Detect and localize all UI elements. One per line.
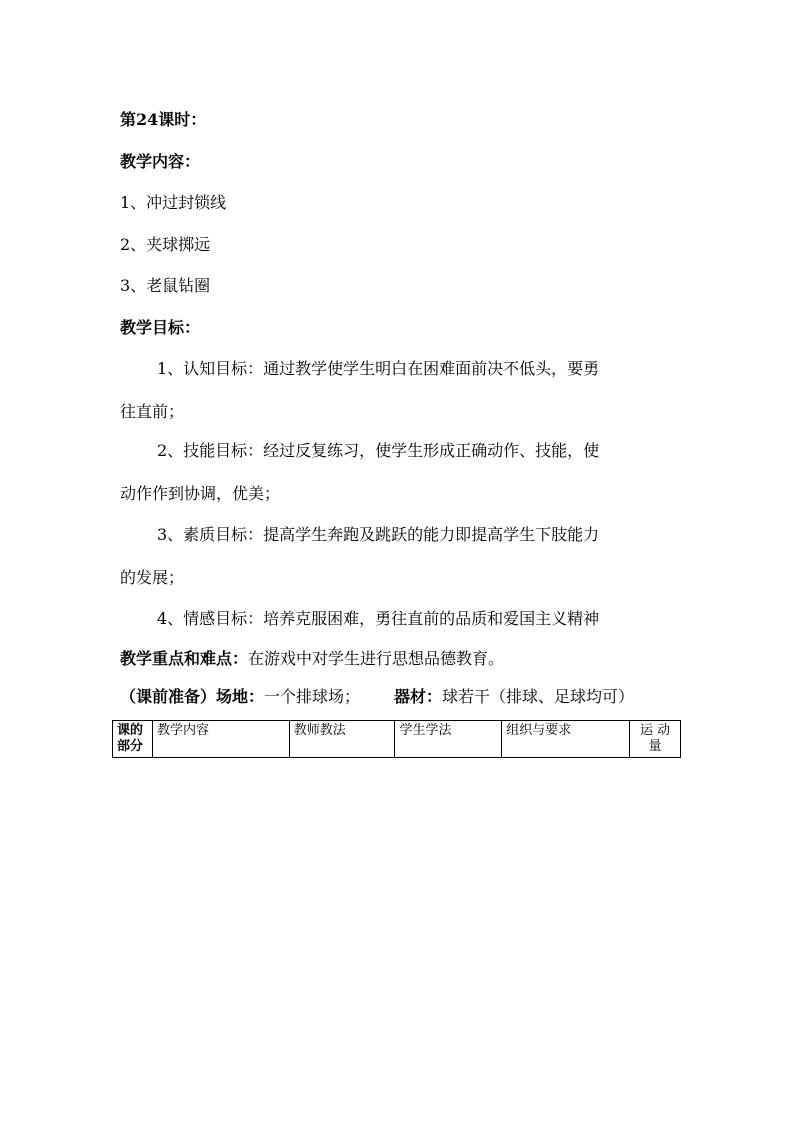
goal-quality-line1: 3、素质目标：提高学生奔跑及跳跃的能力即提高学生下肢能力 bbox=[157, 525, 600, 544]
equipment-label: 器材： bbox=[394, 687, 443, 706]
key-points-text: 在游戏中对学生进行思想品德教育。 bbox=[248, 649, 505, 668]
goal-quality-line2: 的发展； bbox=[120, 568, 185, 587]
content-item-2: 2、夹球掷远 bbox=[120, 235, 211, 254]
lesson-preparation bbox=[120, 687, 634, 707]
goal-skill bbox=[120, 441, 676, 504]
header-teacher-method: 教师教法 bbox=[289, 721, 395, 758]
header-exercise-load: 运 动 量 bbox=[630, 721, 681, 758]
prep-label: （课前准备）场地： bbox=[120, 687, 265, 706]
header-organization: 组织与要求 bbox=[502, 721, 630, 758]
venue-text: 一个排球场； bbox=[264, 687, 361, 706]
goals-heading: 教学目标： bbox=[120, 318, 201, 337]
content-heading: 教学内容： bbox=[120, 152, 201, 171]
lesson-plan-table bbox=[112, 720, 681, 758]
lesson-title: 第24课时： bbox=[120, 110, 207, 129]
content-item-3: 3、老鼠钻圈 bbox=[120, 276, 211, 295]
header-student-method: 学生学法 bbox=[395, 721, 502, 758]
goal-skill-line1: 2、技能目标：经过反复练习，使学生形成正确动作、技能，使 bbox=[157, 441, 600, 460]
header-lesson-part: 课的 部分 bbox=[113, 721, 153, 758]
key-points bbox=[120, 649, 504, 669]
key-points-label: 教学重点和难点： bbox=[120, 649, 249, 668]
goal-emotion: 4、情感目标：培养克服困难，勇往直前的品质和爱国主义精神 bbox=[157, 609, 600, 628]
goal-cognitive bbox=[120, 359, 676, 422]
content-item-1: 1、冲过封锁线 bbox=[120, 193, 227, 212]
header-teaching-content: 教学内容 bbox=[152, 721, 289, 758]
goal-cognitive-line2: 往直前； bbox=[120, 402, 185, 421]
table-header-row bbox=[113, 721, 681, 758]
goal-skill-line2: 动作作到协调，优美； bbox=[120, 484, 281, 503]
goal-quality bbox=[120, 525, 676, 588]
goal-cognitive-line1: 1、认知目标：通过教学使学生明白在困难面前决不低头，要勇 bbox=[157, 359, 600, 378]
equipment-text: 球若干（排球、足球均可） bbox=[442, 687, 635, 706]
